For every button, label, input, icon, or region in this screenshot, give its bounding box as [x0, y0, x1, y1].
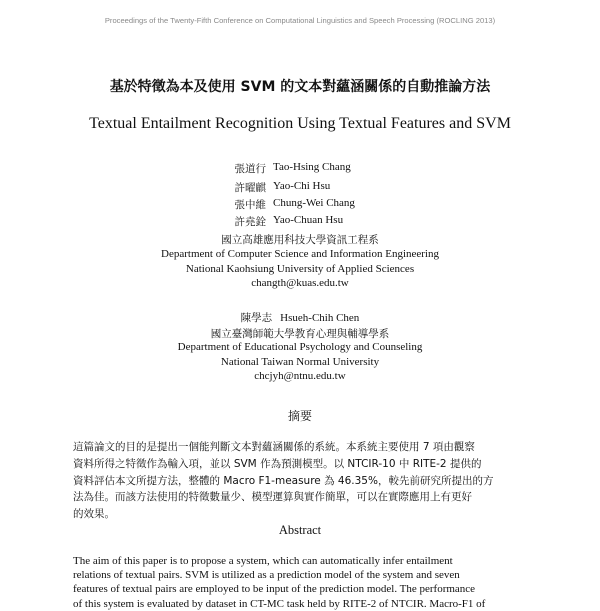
- title-english: Textual Entailment Recognition Using Textual Features and SVM: [89, 115, 511, 132]
- abstract-zh-line: 法為佳。而該方法使用的特徵數量少、模型運算與實作簡單，可以在實際應用上有更好: [73, 491, 472, 504]
- affiliation1-university: National Kaohsiung University of Applied Sciences: [185, 263, 415, 275]
- abstract-body-en: [73, 554, 529, 611]
- author2-row: [0, 310, 600, 325]
- author2-name-en: Hsueh-Chih Chen: [280, 312, 360, 324]
- running-header: Proceedings of the Twenty-Fifth Conference on Computational Linguistics and Speech Processing (ROCLING 2013): [104, 16, 496, 25]
- author-name-en: Yao-Chi Hsu: [273, 180, 331, 192]
- abstract-en-line: features of textual pairs are employed to be input of the prediction model. The performance: [73, 583, 476, 596]
- author-name-zh: 張道行: [234, 163, 266, 175]
- abstract-en-line: relations of textual pairs. SVM is utilized as a prediction model of the system and seven: [73, 569, 460, 582]
- affiliation1-email: changth@kuas.edu.tw: [251, 277, 349, 289]
- author-name-en: Chung-Wei Chang: [273, 197, 355, 209]
- abstract-heading-en: Abstract: [278, 523, 322, 537]
- abstract-body-zh: [73, 439, 529, 523]
- author-name-en: Yao-Chuan Hsu: [273, 214, 344, 226]
- affiliation2-email: chcjyh@ntnu.edu.tw: [254, 370, 346, 382]
- abstract-en-line: of this system is evaluated by dataset in CT-MC task held by RITE-2 of NTCIR. Macro-F1 of: [73, 597, 486, 610]
- affiliation2-university: National Taiwan Normal University: [220, 356, 380, 368]
- abstract-zh-line: 資料所得之特徵作為輸入項，並以 SVM 作為預測模型。以 NTCIR-10 中 RITE-2 提供的: [73, 457, 482, 470]
- author-name-en: Tao-Hsing Chang: [273, 161, 351, 173]
- title-chinese: 基於特徵為本及使用 SVM 的文本對蘊涵關係的自動推論方法: [109, 79, 491, 95]
- abstract-zh-line: 資料評估本文所提方法，整體的 Macro F1-measure 為 46.35%，較先前研究所提出的方: [73, 474, 494, 487]
- author-name-zh: 張中維: [234, 199, 266, 211]
- affiliation1-dept: Department of Computer Science and Information Engineering: [161, 248, 439, 260]
- affiliation2-zh: 國立臺灣師範大學教育心理與輔導學系: [210, 328, 390, 340]
- author2-name-zh: 陳學志: [240, 312, 273, 324]
- affiliation2-dept: Department of Educational Psychology and Counseling: [177, 341, 423, 353]
- abstract-heading-zh: 摘要: [287, 409, 312, 423]
- author-name-zh: 許堯銓: [234, 216, 266, 228]
- author-name-zh: 許曜麒: [234, 182, 266, 194]
- abstract-en-line: The aim of this paper is to propose a system, which can automatically infer entailment: [73, 555, 453, 567]
- abstract-zh-line: 這篇論文的目的是提出一個能判斷文本對蘊涵關係的系統。本系統主要使用 7 項由觀察: [73, 441, 475, 453]
- affiliation1-zh: 國立高雄應用科技大學資訊工程系: [221, 234, 379, 246]
- abstract-zh-line: 的效果。: [73, 508, 115, 521]
